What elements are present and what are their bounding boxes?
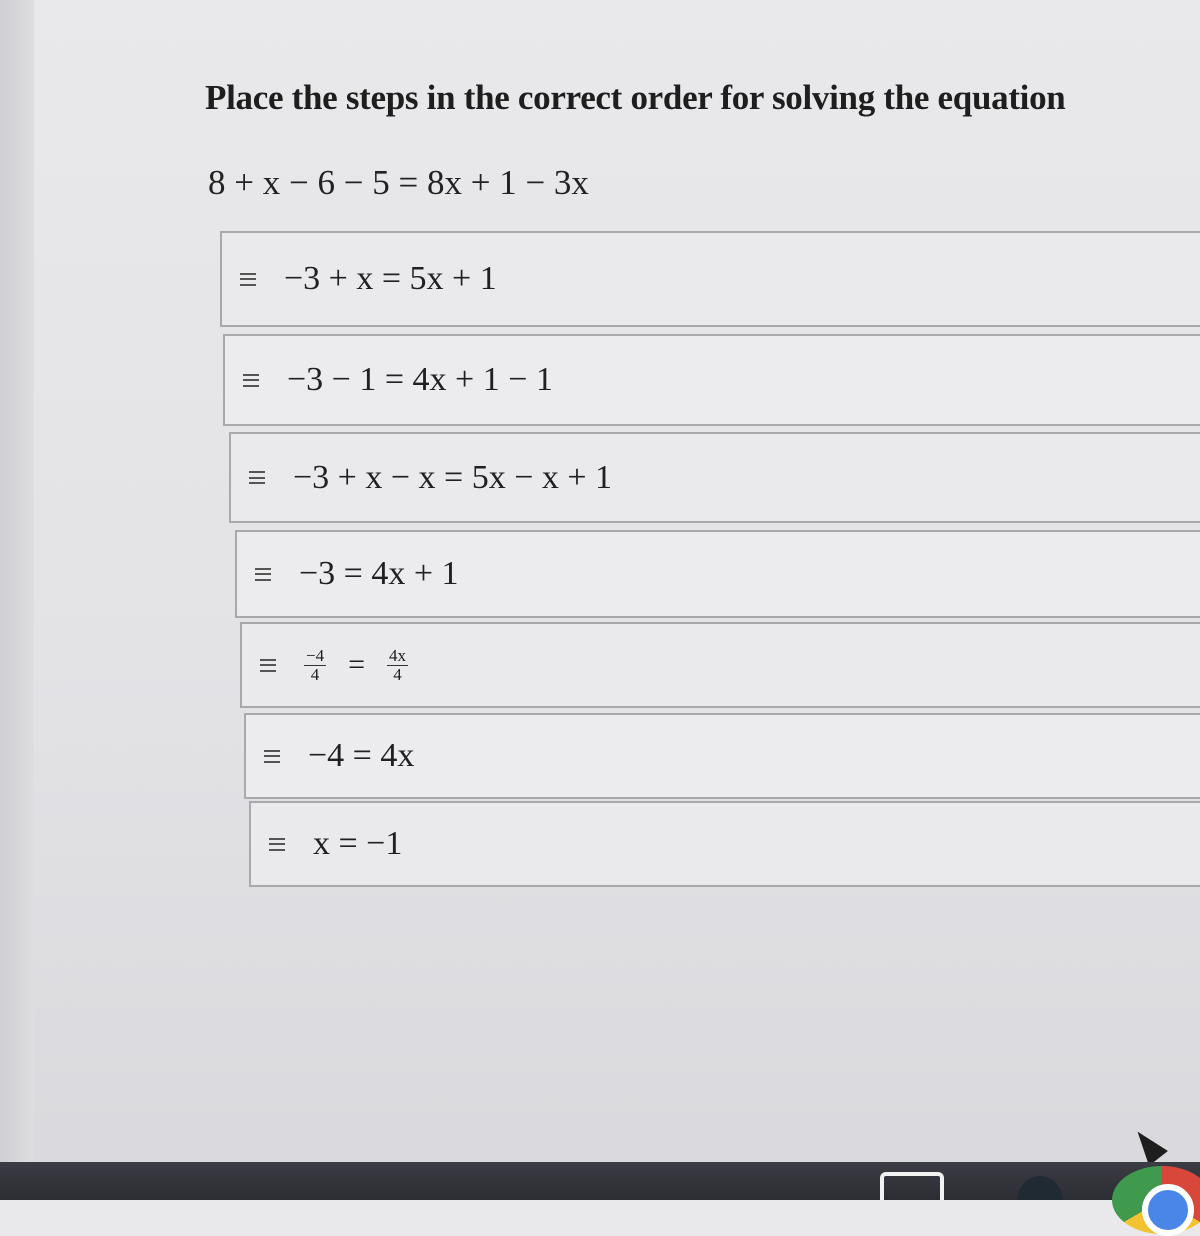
step-item-7[interactable] — [249, 801, 1200, 887]
step-text: x = −1 — [313, 825, 403, 862]
chrome-icon[interactable] — [1112, 1166, 1200, 1234]
drag-handle-icon[interactable] — [240, 273, 256, 286]
step-fraction-equation — [304, 647, 408, 684]
step-text: −3 + x = 5x + 1 — [284, 260, 497, 297]
step-item-4[interactable] — [235, 530, 1200, 618]
equals-sign: = — [348, 648, 366, 681]
right-fraction — [387, 647, 408, 684]
step-item-2[interactable] — [223, 334, 1200, 426]
drag-handle-icon[interactable] — [269, 838, 285, 851]
step-item-6[interactable] — [244, 713, 1200, 799]
drag-handle-icon[interactable] — [260, 659, 276, 672]
drag-handle-icon[interactable] — [264, 750, 280, 763]
drag-handle-icon[interactable] — [249, 471, 265, 484]
step-item-1[interactable] — [220, 231, 1200, 327]
step-text: −3 + x − x = 5x − x + 1 — [293, 458, 613, 496]
question-prompt: Place the steps in the correct order for solving the equation — [205, 78, 1066, 117]
left-denominator: 4 — [310, 664, 320, 684]
right-denominator: 4 — [393, 664, 402, 684]
step-text: −3 = 4x + 1 — [299, 555, 459, 592]
left-numerator: −4 — [306, 645, 325, 665]
step-item-3[interactable] — [229, 432, 1200, 523]
left-fraction — [304, 647, 326, 684]
step-item-5[interactable] — [240, 622, 1200, 708]
step-text: −4 = 4x — [308, 737, 415, 774]
right-numerator: 4x — [389, 645, 407, 665]
question-equation: 8 + x − 6 − 5 = 8x + 1 − 3x — [208, 163, 589, 202]
drag-handle-icon[interactable] — [243, 374, 259, 387]
drag-handle-icon[interactable] — [255, 568, 271, 581]
step-text: −3 − 1 = 4x + 1 − 1 — [287, 361, 553, 398]
chevron-up-icon[interactable] — [880, 1172, 944, 1200]
